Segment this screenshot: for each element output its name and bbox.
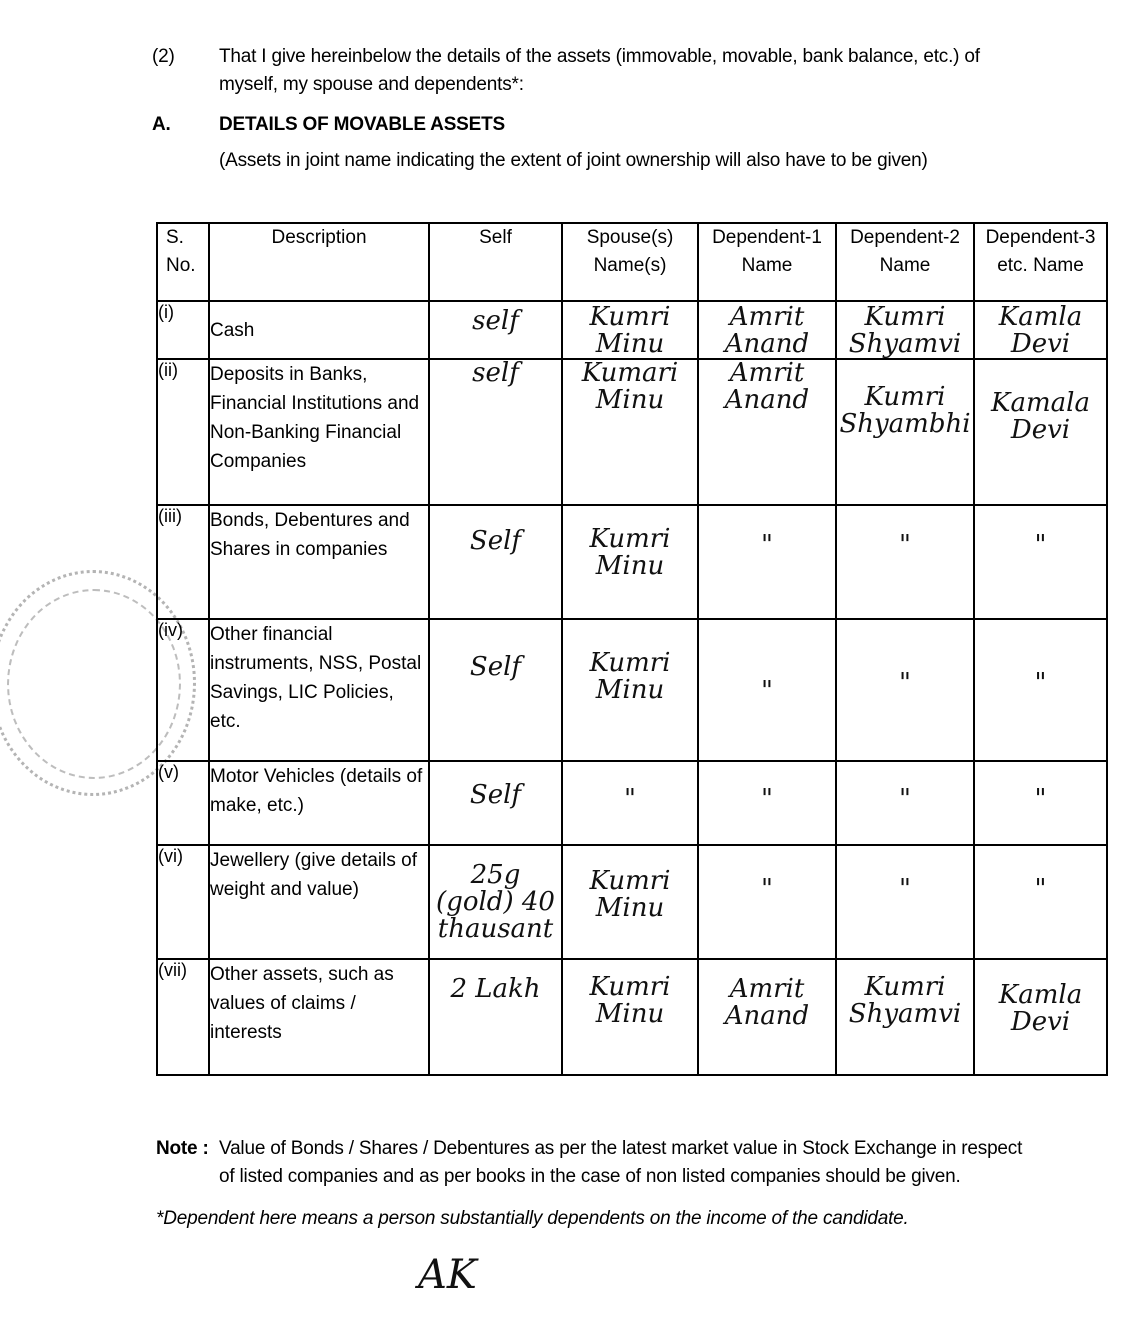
row-dependent-1-entry: " [698, 505, 836, 619]
row-dependent-2-entry: Kumri Shyamvi [836, 301, 974, 359]
note-line1: Value of Bonds / Shares / Debentures as per the latest market value in Stock Exchange in respect [219, 1138, 1023, 1159]
row-self-entry: 25g (gold) 40 thausant [429, 845, 562, 959]
row-dependent-2-entry: " [836, 619, 974, 761]
row-self-entry: Self [429, 505, 562, 619]
row-dependent-1-entry: " [698, 761, 836, 845]
row-self-entry: Self [429, 761, 562, 845]
row-spouse-entry: Kumri Minu [562, 959, 698, 1075]
table-row [157, 359, 1107, 505]
row-dependent-2-entry: Kumri Shyamvi [836, 959, 974, 1075]
row-description: Bonds, Debentures and Shares in companies [209, 505, 429, 619]
row-dependent-2-entry: " [836, 761, 974, 845]
table-row [157, 505, 1107, 619]
row-dependent-1-entry: Amrit Anand [698, 959, 836, 1075]
header-self: Self [429, 223, 562, 301]
row-self-entry: self [429, 301, 562, 359]
note-line2: of listed companies and as per books in the case of non listed companies should be given. [219, 1166, 961, 1187]
row-dependent-1-entry: Amrit Anand [698, 359, 836, 505]
row-description: Other financial instruments, NSS, Postal Savings, LIC Policies, etc. [209, 619, 429, 761]
row-sno: (v) [157, 761, 209, 845]
row-spouse-entry: Kumri Minu [562, 301, 698, 359]
intro-number: (2) [152, 46, 175, 67]
row-dependent-3-entry: " [974, 845, 1107, 959]
table-row [157, 761, 1107, 845]
row-dependent-2-entry: " [836, 845, 974, 959]
row-self-entry: Self [429, 619, 562, 761]
header-dependent-1: Dependent-1 Name [698, 223, 836, 301]
row-spouse-entry: Kumri Minu [562, 845, 698, 959]
row-spouse-entry: Kumri Minu [562, 619, 698, 761]
signature: AK [418, 1252, 477, 1298]
row-dependent-3-entry: Kamla Devi [974, 301, 1107, 359]
row-dependent-3-entry: " [974, 505, 1107, 619]
row-description: Deposits in Banks, Financial Institutions and Non-Banking Financial Companies [209, 359, 429, 505]
row-sno: (iv) [157, 619, 209, 761]
row-dependent-2-entry: Kumri Shyambhi [836, 359, 974, 505]
row-description: Jewellery (give details of weight and value) [209, 845, 429, 959]
header-description: Description [209, 223, 429, 301]
section-title: DETAILS OF MOVABLE ASSETS [219, 114, 505, 135]
table-row [157, 301, 1107, 359]
row-description: Motor Vehicles (details of make, etc.) [209, 761, 429, 845]
row-description: Other assets, such as values of claims / interests [209, 959, 429, 1075]
row-sno: (i) [157, 301, 209, 359]
row-dependent-3-entry: " [974, 761, 1107, 845]
row-sno: (iii) [157, 505, 209, 619]
row-sno: (ii) [157, 359, 209, 505]
row-self-entry: self [429, 359, 562, 505]
row-sno: (vii) [157, 959, 209, 1075]
row-dependent-2-entry: " [836, 505, 974, 619]
row-dependent-3-entry: Kamla Devi [974, 959, 1107, 1075]
row-spouse-entry: Kumri Minu [562, 505, 698, 619]
table-row [157, 619, 1107, 761]
row-self-entry: 2 Lakh [429, 959, 562, 1075]
header-dependent-2: Dependent-2 Name [836, 223, 974, 301]
section-letter: A. [152, 114, 171, 135]
table-row [157, 959, 1107, 1075]
note-label: Note : [156, 1138, 209, 1159]
row-spouse-entry: Kumari Minu [562, 359, 698, 505]
header-dependent-3: Dependent-3 etc. Name [974, 223, 1107, 301]
table-header-row [157, 223, 1107, 301]
row-dependent-1-entry: " [698, 619, 836, 761]
row-dependent-3-entry: Kamala Devi [974, 359, 1107, 505]
intro-text-line1: That I give hereinbelow the details of the assets (immovable, movable, bank balance, etc.) of [219, 46, 980, 67]
movable-assets-table [156, 222, 1108, 1076]
header-sno: S. No. [157, 223, 209, 301]
row-dependent-1-entry: " [698, 845, 836, 959]
table-row [157, 845, 1107, 959]
section-subtitle: (Assets in joint name indicating the extent of joint ownership will also have to be given) [219, 150, 928, 171]
footnote: *Dependent here means a person substantially dependents on the income of the candidate. [156, 1208, 909, 1229]
intro-text-line2: myself, my spouse and dependents*: [219, 74, 524, 95]
header-spouse: Spouse(s) Name(s) [562, 223, 698, 301]
row-spouse-entry: " [562, 761, 698, 845]
row-description: Cash [209, 301, 429, 359]
row-dependent-3-entry: " [974, 619, 1107, 761]
row-sno: (vi) [157, 845, 209, 959]
row-dependent-1-entry: Amrit Anand [698, 301, 836, 359]
